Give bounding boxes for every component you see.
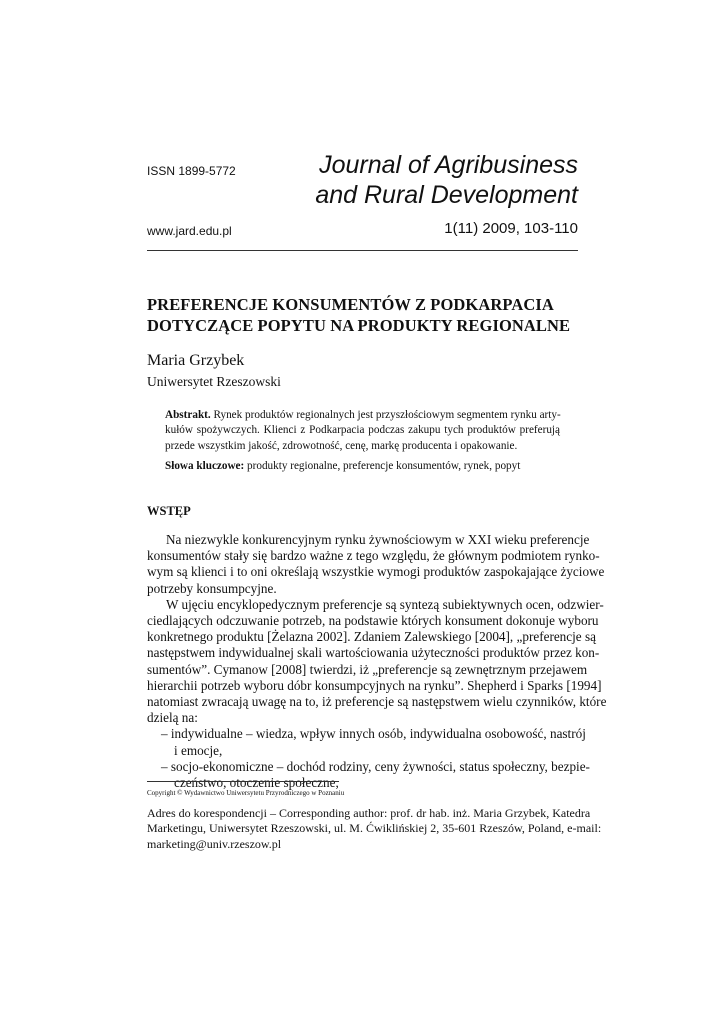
journal-title-line-1: Journal of Agribusiness [319,151,578,179]
body-line: konkretnego produktu [Żelazna 2002]. Zdaniem Zalewskiego [2004], „preferencje są [147,629,596,645]
journal-title-line-2: and Rural Development [315,181,578,209]
body-line: W ujęciu encyklopedycznym preferencje są syntezą subiektywnych ocen, odzwier- [166,596,604,612]
body-line: następstwem indywidualnej skali wartościowania użyteczności produktów przez kon- [147,645,600,661]
body-line: dzielą na: [147,710,198,726]
abstract-label: Abstrakt. [165,409,211,421]
author-name: Maria Grzybek [147,352,245,369]
abstract [165,408,560,454]
header-rule [147,250,578,251]
list-item: – socjo-ekonomiczne – dochód rodziny, ceny żywności, status społeczny, bezpie- [161,758,590,774]
footnote-rule [147,781,339,782]
issn: ISSN 1899-5772 [147,164,236,178]
body-line: potrzeby konsumpcyjne. [147,580,277,596]
correspondence-note [147,806,602,852]
abstract-text: Rynek produktów regionalnych jest przyszłościowym segmentem rynku arty- [210,409,561,421]
section-heading: WSTĘP [147,504,191,518]
list-item-continuation: i emocje, [174,742,223,758]
body-line: natomiast zwracają uwagę na to, iż preferencje są następstwem wielu czynników, które [147,694,607,710]
keywords [165,460,560,472]
correspondence-line: Marketingu, Uniwersytet Rzeszowski, ul. M. Ćwiklińskiej 2, 35-601 Rzeszów, Poland, e-mail: [147,821,602,836]
body-line: wym są klienci i to oni określają wszystkie wymogi produktów zaspokajające życiowe [147,564,605,580]
body-line: hierarchii potrzeb wyboru dóbr konsumpcyjnych na rynku”. Shepherd i Sparks [1994] [147,677,602,693]
abstract-line: kułów spożywczych. Klienci z Podkarpacia podczas zakupu tych produktów preferują [165,424,560,437]
article-title-line-2: DOTYCZĄCE POPYTU NA PRODUKTY REGIONALNE [147,316,571,335]
article-title-line-1: PREFERENCJE KONSUMENTÓW Z PODKARPACIA [147,295,554,314]
list-item-continuation: czeństwo, otoczenie społeczne, [174,775,339,791]
body-line: Na niezwykle konkurencyjnym rynku żywnościowym w XXI wieku preferencje [166,532,590,547]
body-line: ciedlających odczuwanie potrzeb, na podstawie których konsument dokonuje wyboru [147,613,599,629]
body-line: konsumentów stały się bardzo ważne z tego względu, że głównym podmiotem rynko- [147,548,600,564]
website: www.jard.edu.pl [147,224,232,238]
copyright-note: Copyright © Wydawnictwo Uniwersytetu Przyrodniczego w Poznaniu [147,789,345,797]
correspondence-line: Adres do korespondencji – Corresponding author: prof. dr hab. inż. Maria Grzybek, Katedra [147,806,591,820]
article-title [147,294,578,336]
body-line: sumentów”. Cymanow [2008] twierdzi, iż „preferencje są zewnętrznym przejawem [147,661,588,677]
author-affiliation: Uniwersytet Rzeszowski [147,374,281,389]
list-item: – indywidualne – wiedza, wpływ innych osób, indywidualna osobowość, nastrój [161,726,586,742]
journal-title [278,150,578,210]
section-body [147,532,607,791]
abstract-line [165,408,560,423]
keywords-label: Słowa kluczowe: [165,460,245,472]
issue-info: 1(11) 2009, 103-110 [444,220,578,237]
abstract-line: przede wszystkim jakość, zdrowotność, cenę, markę producenta i opakowanie. [165,439,518,452]
correspondence-line: marketing@univ.rzeszow.pl [147,836,282,851]
keywords-text: produkty regionalne, preferencje konsumentów, rynek, popyt [244,460,521,472]
